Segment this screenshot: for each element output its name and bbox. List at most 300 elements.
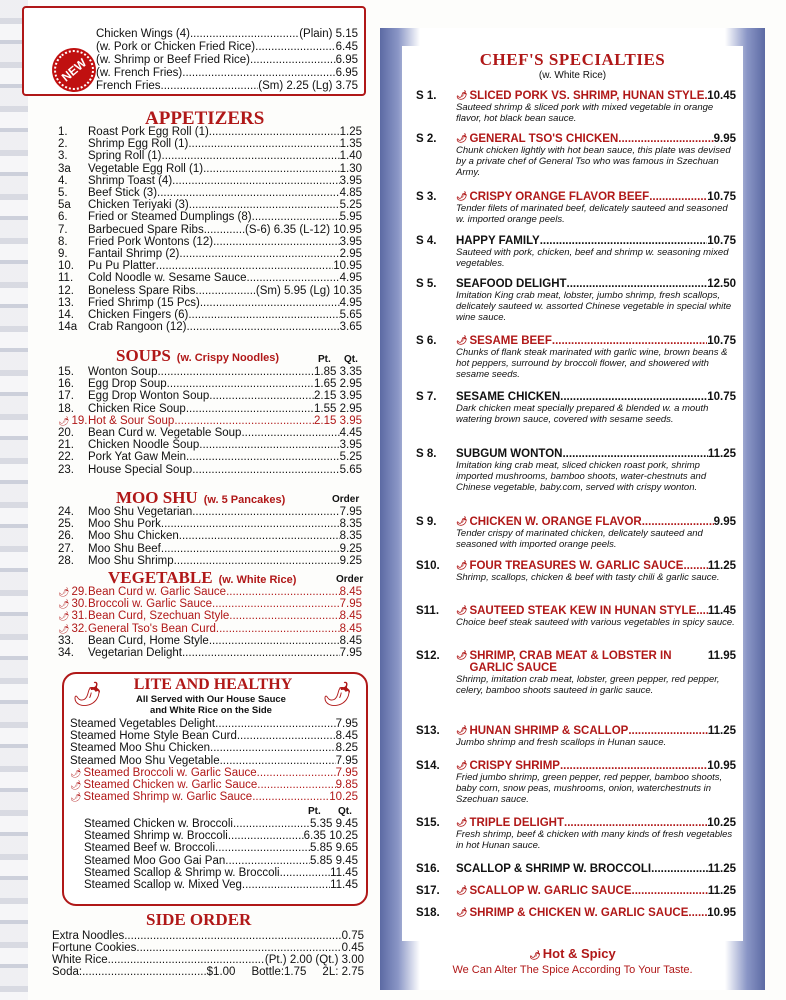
- special-header: [416, 235, 736, 247]
- chili-icon: 🌶: [58, 623, 70, 634]
- item-number-text: 31.: [71, 610, 88, 623]
- leader-dots: [237, 730, 336, 742]
- special-name-text: SCALLOP & SHRIMP W. BROCCOLI: [456, 863, 652, 875]
- chef-special-item: [416, 278, 736, 323]
- item-price: 8.35: [339, 518, 362, 531]
- mooshu-title-text: MOO SHU: [116, 488, 198, 507]
- top-box-item: [96, 28, 358, 40]
- leader-dots: [172, 175, 339, 187]
- appetizer-item: [58, 211, 362, 223]
- leader-dots: [210, 742, 336, 754]
- lite-item: [70, 791, 358, 803]
- appetizer-item: [58, 272, 362, 284]
- item-name: House Special Soup: [88, 463, 193, 476]
- item-price: 6.45: [335, 41, 358, 53]
- special-header: [416, 863, 736, 875]
- soup-item: [58, 427, 362, 439]
- item-number: [58, 555, 88, 567]
- item-name: Steamed Moo Shu Vegetable: [70, 754, 220, 767]
- special-code: S 2.: [416, 133, 437, 145]
- chili-icon: 🌶: [456, 605, 468, 615]
- special-header: [416, 391, 736, 403]
- special-code: S 7.: [416, 391, 437, 403]
- item-price: 6.35 10.25: [303, 830, 358, 843]
- item-price: 7.95: [339, 647, 362, 659]
- leader-dots: [179, 530, 340, 542]
- leader-dots: [161, 543, 340, 555]
- soups-subtitle: (w. Crispy Noodles): [176, 352, 280, 364]
- item-name: Steamed Moo Shu Chicken: [70, 742, 210, 755]
- top-box-item: [96, 41, 358, 53]
- item-number: [58, 530, 88, 542]
- item-name: Steamed Chicken w. Broccoli: [84, 818, 233, 830]
- item-number: [58, 647, 88, 659]
- special-description: Shrimp, scallops, chicken & beef with tasty chili & garlic sauce.: [456, 572, 720, 583]
- leader-dots: [247, 272, 340, 284]
- top-box-item: [96, 67, 358, 79]
- item-price: (Pt.) 2.00 (Qt.) 3.00: [264, 954, 364, 967]
- leader-dots: [564, 817, 707, 829]
- item-number-text: 23.: [58, 463, 74, 476]
- leader-dots: [220, 755, 336, 767]
- item-number-text: 29.: [71, 586, 88, 598]
- leader-dots: [632, 885, 708, 897]
- chili-icon: 🌶: [58, 599, 70, 610]
- item-number: [58, 366, 88, 378]
- special-code: S 5.: [416, 278, 437, 290]
- appetizer-item: [58, 285, 362, 297]
- item-price: 1.65 2.95: [314, 378, 362, 391]
- item-price: 8.45: [339, 634, 362, 647]
- mooshu-item: [58, 555, 362, 567]
- leader-dots: [174, 415, 314, 427]
- item-number: [58, 451, 88, 463]
- chef-special-item: [416, 817, 736, 851]
- leader-dots: [212, 598, 340, 610]
- item-number-text: 34.: [58, 647, 74, 659]
- item-price: (Sm) 2.25 (Lg) 3.75: [258, 80, 358, 92]
- special-name-text: FOUR TREASURES W. GARLIC SAUCE: [469, 560, 684, 572]
- hot-spicy-legend: [380, 946, 765, 961]
- leader-dots: [199, 439, 339, 451]
- side-item: [52, 954, 364, 966]
- item-name: Bean Curd, Home Style: [88, 634, 209, 647]
- item-number-text: 22.: [58, 451, 74, 464]
- leader-dots: [560, 760, 707, 772]
- special-header: [416, 907, 736, 919]
- new-badge: NEW: [46, 42, 102, 98]
- special-name: [456, 90, 707, 102]
- chef-special-item: [416, 885, 736, 897]
- special-code: S 3.: [416, 191, 437, 203]
- item-name: General Tso's Bean Curd: [88, 622, 216, 635]
- leader-dots: [162, 150, 340, 162]
- item-number-text: 15.: [58, 366, 74, 378]
- leader-dots: [192, 506, 339, 518]
- leader-dots: [192, 464, 339, 476]
- appetizer-item: [58, 187, 362, 199]
- item-number-text: 27.: [58, 542, 74, 555]
- appetizers-title: APPETIZERS: [145, 108, 265, 129]
- special-code: S17.: [416, 885, 440, 897]
- item-price: 7.95: [335, 754, 358, 767]
- special-price: 10.25: [707, 817, 736, 829]
- leader-dots: [182, 647, 340, 659]
- appetizer-item: [58, 163, 362, 175]
- item-name: Steamed Broccoli w. Garlic Sauce: [83, 766, 257, 779]
- soup-item: [58, 439, 362, 451]
- mooshu-item: [58, 518, 362, 530]
- special-name-text: SEAFOOD DELIGHT: [456, 278, 567, 290]
- leader-dots: [280, 867, 330, 879]
- item-price: 5.85 9.65: [310, 842, 358, 855]
- vegetable-subtitle: (w. White Rice): [218, 574, 297, 586]
- item-number-text: 14.: [58, 309, 74, 321]
- special-name: [456, 516, 714, 528]
- item-name: Steamed Vegetables Delight: [70, 718, 216, 730]
- leader-dots: [157, 187, 340, 199]
- vegetable-title-text: VEGETABLE: [108, 568, 213, 587]
- item-name: Cold Noodle w. Sesame Sauce: [88, 272, 247, 285]
- item-price: 8.25: [335, 742, 358, 755]
- soups-title-text: SOUPS: [116, 346, 171, 365]
- special-name: [456, 863, 708, 875]
- item-name: Pu Pu Platter: [88, 260, 156, 273]
- special-description: Chunk chicken lightly with hot bean sauce, this plate was devised by a private chef of General Tso who was famous in Szechuan Army.: [456, 145, 731, 178]
- special-price: 11.25: [707, 725, 736, 737]
- special-code: S12.: [416, 650, 440, 662]
- item-price: 2.15 3.95: [314, 414, 362, 427]
- leader-dots: [245, 879, 330, 891]
- item-number-text: 24.: [58, 506, 74, 518]
- leader-dots: [618, 133, 713, 145]
- item-price: 5.65: [339, 309, 362, 321]
- item-number-text: 28.: [58, 554, 74, 567]
- col-pt: Pt.: [308, 806, 321, 817]
- leader-dots: [209, 635, 340, 647]
- leader-dots: [649, 191, 707, 203]
- item-name: Moo Shu Beef: [88, 542, 161, 555]
- item-price: 1.55 2.95: [314, 402, 362, 415]
- leader-dots: [688, 907, 707, 919]
- item-price: 11.45: [330, 879, 358, 891]
- special-name-text: HUNAN SHRIMP & SCALLOP: [469, 725, 629, 737]
- leader-dots: [229, 610, 339, 622]
- item-name: Chicken Rice Soup: [88, 402, 186, 415]
- soups-title: [116, 346, 279, 366]
- special-name: [456, 760, 707, 772]
- leader-dots: [552, 335, 707, 347]
- item-price: 8.45: [339, 610, 362, 623]
- special-name-text: CRISPY ORANGE FLAVOR BEEF: [469, 191, 650, 203]
- special-name-text: HAPPY FAMILY: [456, 235, 540, 247]
- item-price: 3.95: [339, 235, 362, 248]
- special-code: S 6.: [416, 335, 437, 347]
- special-name: [456, 817, 707, 829]
- chef-special-item: [416, 235, 736, 269]
- special-header: [416, 191, 736, 203]
- item-name: Hot & Sour Soup: [88, 414, 175, 427]
- leader-dots: [560, 391, 707, 403]
- special-name: [456, 448, 708, 460]
- item-price: (Sm) 5.95 (Lg) 10.35: [255, 284, 362, 297]
- soda-row: [52, 966, 364, 978]
- special-description: Sauteed with pork, chicken, beef and shrimp w. seasoning mixed vegetables.: [456, 247, 729, 269]
- item-number-text: 2.: [58, 138, 68, 151]
- item-name: Moo Shu Shrimp: [88, 554, 174, 567]
- special-header: [416, 133, 736, 145]
- special-code: S18.: [416, 907, 440, 919]
- special-header: [416, 725, 736, 737]
- col-order: Order: [332, 494, 360, 505]
- chili-icon: 🌶: [70, 792, 82, 803]
- appetizer-item: [58, 297, 362, 309]
- soup-item: [58, 451, 362, 463]
- special-header: [416, 817, 736, 829]
- item-price: 1.35: [339, 138, 362, 151]
- lite-item: [70, 767, 358, 779]
- item-price: 1.25: [339, 126, 362, 138]
- chili-icon: 🌶: [456, 885, 468, 895]
- appetizer-item: [58, 321, 362, 333]
- special-name-text: CRISPY SHRIMP: [469, 760, 560, 772]
- special-name: [456, 133, 714, 145]
- leader-dots: [157, 366, 314, 378]
- chili-icon: 🌶: [456, 760, 468, 770]
- item-number: [58, 623, 88, 635]
- appetizer-item: [58, 138, 362, 150]
- leader-dots: [226, 586, 340, 598]
- item-name: Spring Roll (1): [88, 150, 162, 163]
- leader-dots: [204, 224, 245, 236]
- leader-dots: [252, 211, 340, 223]
- chef-title: CHEF'S SPECIALTIES: [479, 50, 666, 69]
- leader-dots: [540, 235, 708, 247]
- item-name: Pork Yat Gaw Mein: [88, 451, 187, 464]
- special-name: [456, 650, 708, 674]
- chef-special-item: [416, 90, 736, 124]
- item-price: 3.65: [339, 321, 362, 334]
- appetizer-item: [58, 126, 362, 138]
- chef-special-item: [416, 560, 736, 583]
- item-name: Fantail Shrimp (2): [88, 248, 180, 260]
- special-name: [456, 725, 708, 737]
- item-number: [58, 598, 88, 610]
- lite-item: [84, 855, 358, 867]
- leader-dots: [174, 555, 340, 567]
- special-description: Fried jumbo shrimp, green pepper, red pepper, bamboo shoots, baby corn, snow peas, mushrooms, onion, waterchestnuts in Szechuan sauce.: [456, 772, 723, 805]
- item-price: 2.95: [339, 248, 362, 260]
- appetizer-item: [58, 236, 362, 248]
- special-name-text: TRIPLE DELIGHT: [469, 817, 564, 829]
- item-name: Vegetarian Delight: [88, 647, 182, 659]
- item-name: Steamed Moo Goo Gai Pan: [84, 854, 226, 867]
- special-description: Choice beef steak sauteed with various vegetables in spicy sauce.: [456, 617, 735, 628]
- item-price: 9.25: [339, 542, 362, 555]
- item-price: 4.45: [339, 427, 362, 439]
- item-number-text: 9.: [58, 248, 68, 260]
- item-price: 8.45: [339, 586, 362, 598]
- item-number-text: 30.: [71, 598, 88, 611]
- chef-special-item: [416, 760, 736, 805]
- chef-special-item: [416, 863, 736, 875]
- special-description: Sauteed shrimp & sliced pork with mixed vegetable in orange flavor, hot black bean sauce.: [456, 102, 714, 124]
- item-number-text: 25.: [58, 518, 74, 531]
- decorative-border: [0, 0, 28, 1000]
- item-name: Chicken Wings (4): [96, 28, 190, 40]
- item-name: Bean Curd, Szechuan Style: [88, 610, 230, 623]
- item-number: [58, 439, 88, 451]
- special-description: Jumbo shrimp and fresh scallops in Hunan sauce.: [456, 737, 667, 748]
- item-name: (w. Pork or Chicken Fried Rice): [96, 41, 256, 53]
- appetizer-item: [58, 260, 362, 272]
- leader-dots: [203, 163, 340, 175]
- special-name-text: SHRIMP, CRAB MEAT & LOBSTER IN GARLIC SAUCE: [469, 650, 672, 674]
- leader-dots: [188, 309, 339, 321]
- item-number: [58, 390, 88, 402]
- item-number-text: 32.: [71, 622, 88, 635]
- item-number-text: 8.: [58, 235, 68, 248]
- special-name: [456, 605, 708, 617]
- lite-subtitle-2: and White Rice on the Side: [150, 705, 272, 716]
- special-name-text: CHICKEN W. ORANGE FLAVOR: [469, 516, 642, 528]
- special-description: Shrimp, imitation crab meat, lobster, green pepper, red pepper, celery, bamboo shoots sauteed in garlic sauce.: [456, 674, 720, 696]
- item-number: [58, 211, 88, 223]
- soda-can-price: $1.00: [206, 966, 236, 978]
- special-name-text: SHRIMP & CHICKEN W. GARLIC SAUCE: [469, 907, 689, 919]
- item-price: 7.95: [339, 598, 362, 611]
- chef-special-item: [416, 391, 736, 425]
- special-header: [416, 335, 736, 347]
- item-price: 5.65: [339, 463, 362, 476]
- item-number: [58, 138, 88, 150]
- soda-bottle-price: Bottle:1.75: [251, 966, 307, 978]
- special-description: Tender crispy of marinated chicken, delicately sauteed and seasoned with imported orange peels.: [456, 528, 703, 550]
- item-price: 0.45: [341, 942, 364, 955]
- chili-icon: 🌶: [456, 90, 468, 100]
- item-number: [58, 427, 88, 439]
- leader-dots: [241, 427, 339, 439]
- item-name: Egg Drop Wonton Soup: [88, 390, 210, 403]
- special-header: [416, 605, 736, 617]
- item-number: [58, 126, 88, 138]
- chili-icon: 🌶: [70, 767, 82, 778]
- item-name: Moo Shu Chicken: [88, 530, 179, 543]
- item-number-text: 18.: [58, 402, 74, 415]
- item-price: 5.25: [339, 451, 362, 464]
- item-number: [58, 415, 88, 427]
- item-price: 4.95: [339, 272, 362, 285]
- lite-item: [84, 842, 358, 854]
- item-price: 2.15 3.95: [314, 390, 362, 403]
- item-name: Egg Drop Soup: [88, 378, 167, 391]
- soup-item: [58, 415, 362, 427]
- item-name: Crab Rangoon (12): [88, 321, 187, 334]
- special-description: Chunks of flank steak marinated with garlic wine, brown beans & hot peppers, surround by broccoli flower, and showered with sesame seeds.: [456, 347, 728, 380]
- item-name: Chicken Fingers (6): [88, 309, 189, 321]
- item-name: Vegetable Egg Roll (1): [88, 162, 204, 175]
- soup-item: [58, 378, 362, 390]
- special-name: [456, 560, 708, 572]
- item-number: [58, 150, 88, 162]
- leader-dots: [188, 138, 339, 150]
- item-number-text: 1.: [58, 126, 68, 138]
- special-code: S 1.: [416, 90, 437, 102]
- item-price: 5.85 9.45: [310, 854, 358, 867]
- special-header: [416, 560, 736, 572]
- chili-pepper-icon: 🌶: [72, 681, 103, 708]
- item-name: Fried Shrimp (15 Pcs): [88, 296, 200, 309]
- special-name-text: SESAME CHICKEN: [456, 391, 561, 403]
- item-price: 11.45: [330, 866, 358, 879]
- soup-item: [58, 403, 362, 415]
- item-name: Fortune Cookies: [52, 942, 137, 955]
- item-name: Beef Stick (3): [88, 187, 158, 199]
- lite-item: [70, 779, 358, 791]
- soda-label: Soda:: [52, 966, 83, 978]
- vegetable-item: [58, 647, 362, 659]
- leader-dots: [156, 260, 333, 272]
- item-number: [58, 248, 88, 260]
- top-box-item: [96, 80, 358, 92]
- lite-item: [70, 718, 358, 730]
- special-price: 10.75: [707, 335, 736, 347]
- mooshu-item: [58, 530, 362, 542]
- item-number-text: 3.: [58, 150, 68, 163]
- leader-dots: [108, 954, 265, 966]
- item-name: Extra Noodles: [52, 930, 125, 942]
- item-price: (Plain) 5.15: [299, 28, 358, 40]
- item-name: Steamed Scallop & Shrimp w. Broccoli: [84, 866, 280, 879]
- appetizer-item: [58, 248, 362, 260]
- side-item: [52, 942, 364, 954]
- special-name: [456, 278, 707, 290]
- leader-dots: [200, 297, 340, 309]
- special-code: S10.: [416, 560, 440, 572]
- legend-text: Hot & Spicy: [542, 946, 616, 961]
- item-number: [58, 236, 88, 248]
- leader-dots: [252, 791, 329, 803]
- item-number-text: 26.: [58, 530, 74, 543]
- special-name: [456, 391, 707, 403]
- special-header: [416, 516, 736, 528]
- leader-dots: [136, 942, 341, 954]
- special-name: [456, 885, 708, 897]
- item-number-text: 6.: [58, 211, 68, 224]
- special-price: 9.95: [713, 516, 736, 528]
- leader-dots: [179, 248, 339, 260]
- chef-special-item: [416, 335, 736, 380]
- chef-special-item: [416, 605, 736, 628]
- special-code: S13.: [416, 725, 440, 737]
- chef-subtitle: (w. White Rice): [538, 70, 607, 81]
- special-price: 10.75: [707, 191, 736, 203]
- vegetable-item: [58, 610, 362, 622]
- item-number: [58, 163, 88, 175]
- chili-icon: 🌶: [456, 335, 468, 345]
- item-name: Steamed Chicken w. Garlic Sauce: [83, 779, 258, 791]
- item-price: 3.95: [339, 174, 362, 187]
- special-header: [416, 90, 736, 102]
- special-price: 9.95: [713, 133, 736, 145]
- item-price: 9.25: [339, 554, 362, 567]
- chili-icon: 🌶: [456, 133, 468, 143]
- leader-dots: [82, 966, 207, 978]
- item-number: [58, 321, 88, 333]
- item-name: Shrimp Toast (4): [88, 174, 173, 187]
- item-name: Chicken Teriyaki (3): [88, 199, 189, 212]
- special-name-text: SCALLOP W. GARLIC SAUCE: [469, 885, 632, 897]
